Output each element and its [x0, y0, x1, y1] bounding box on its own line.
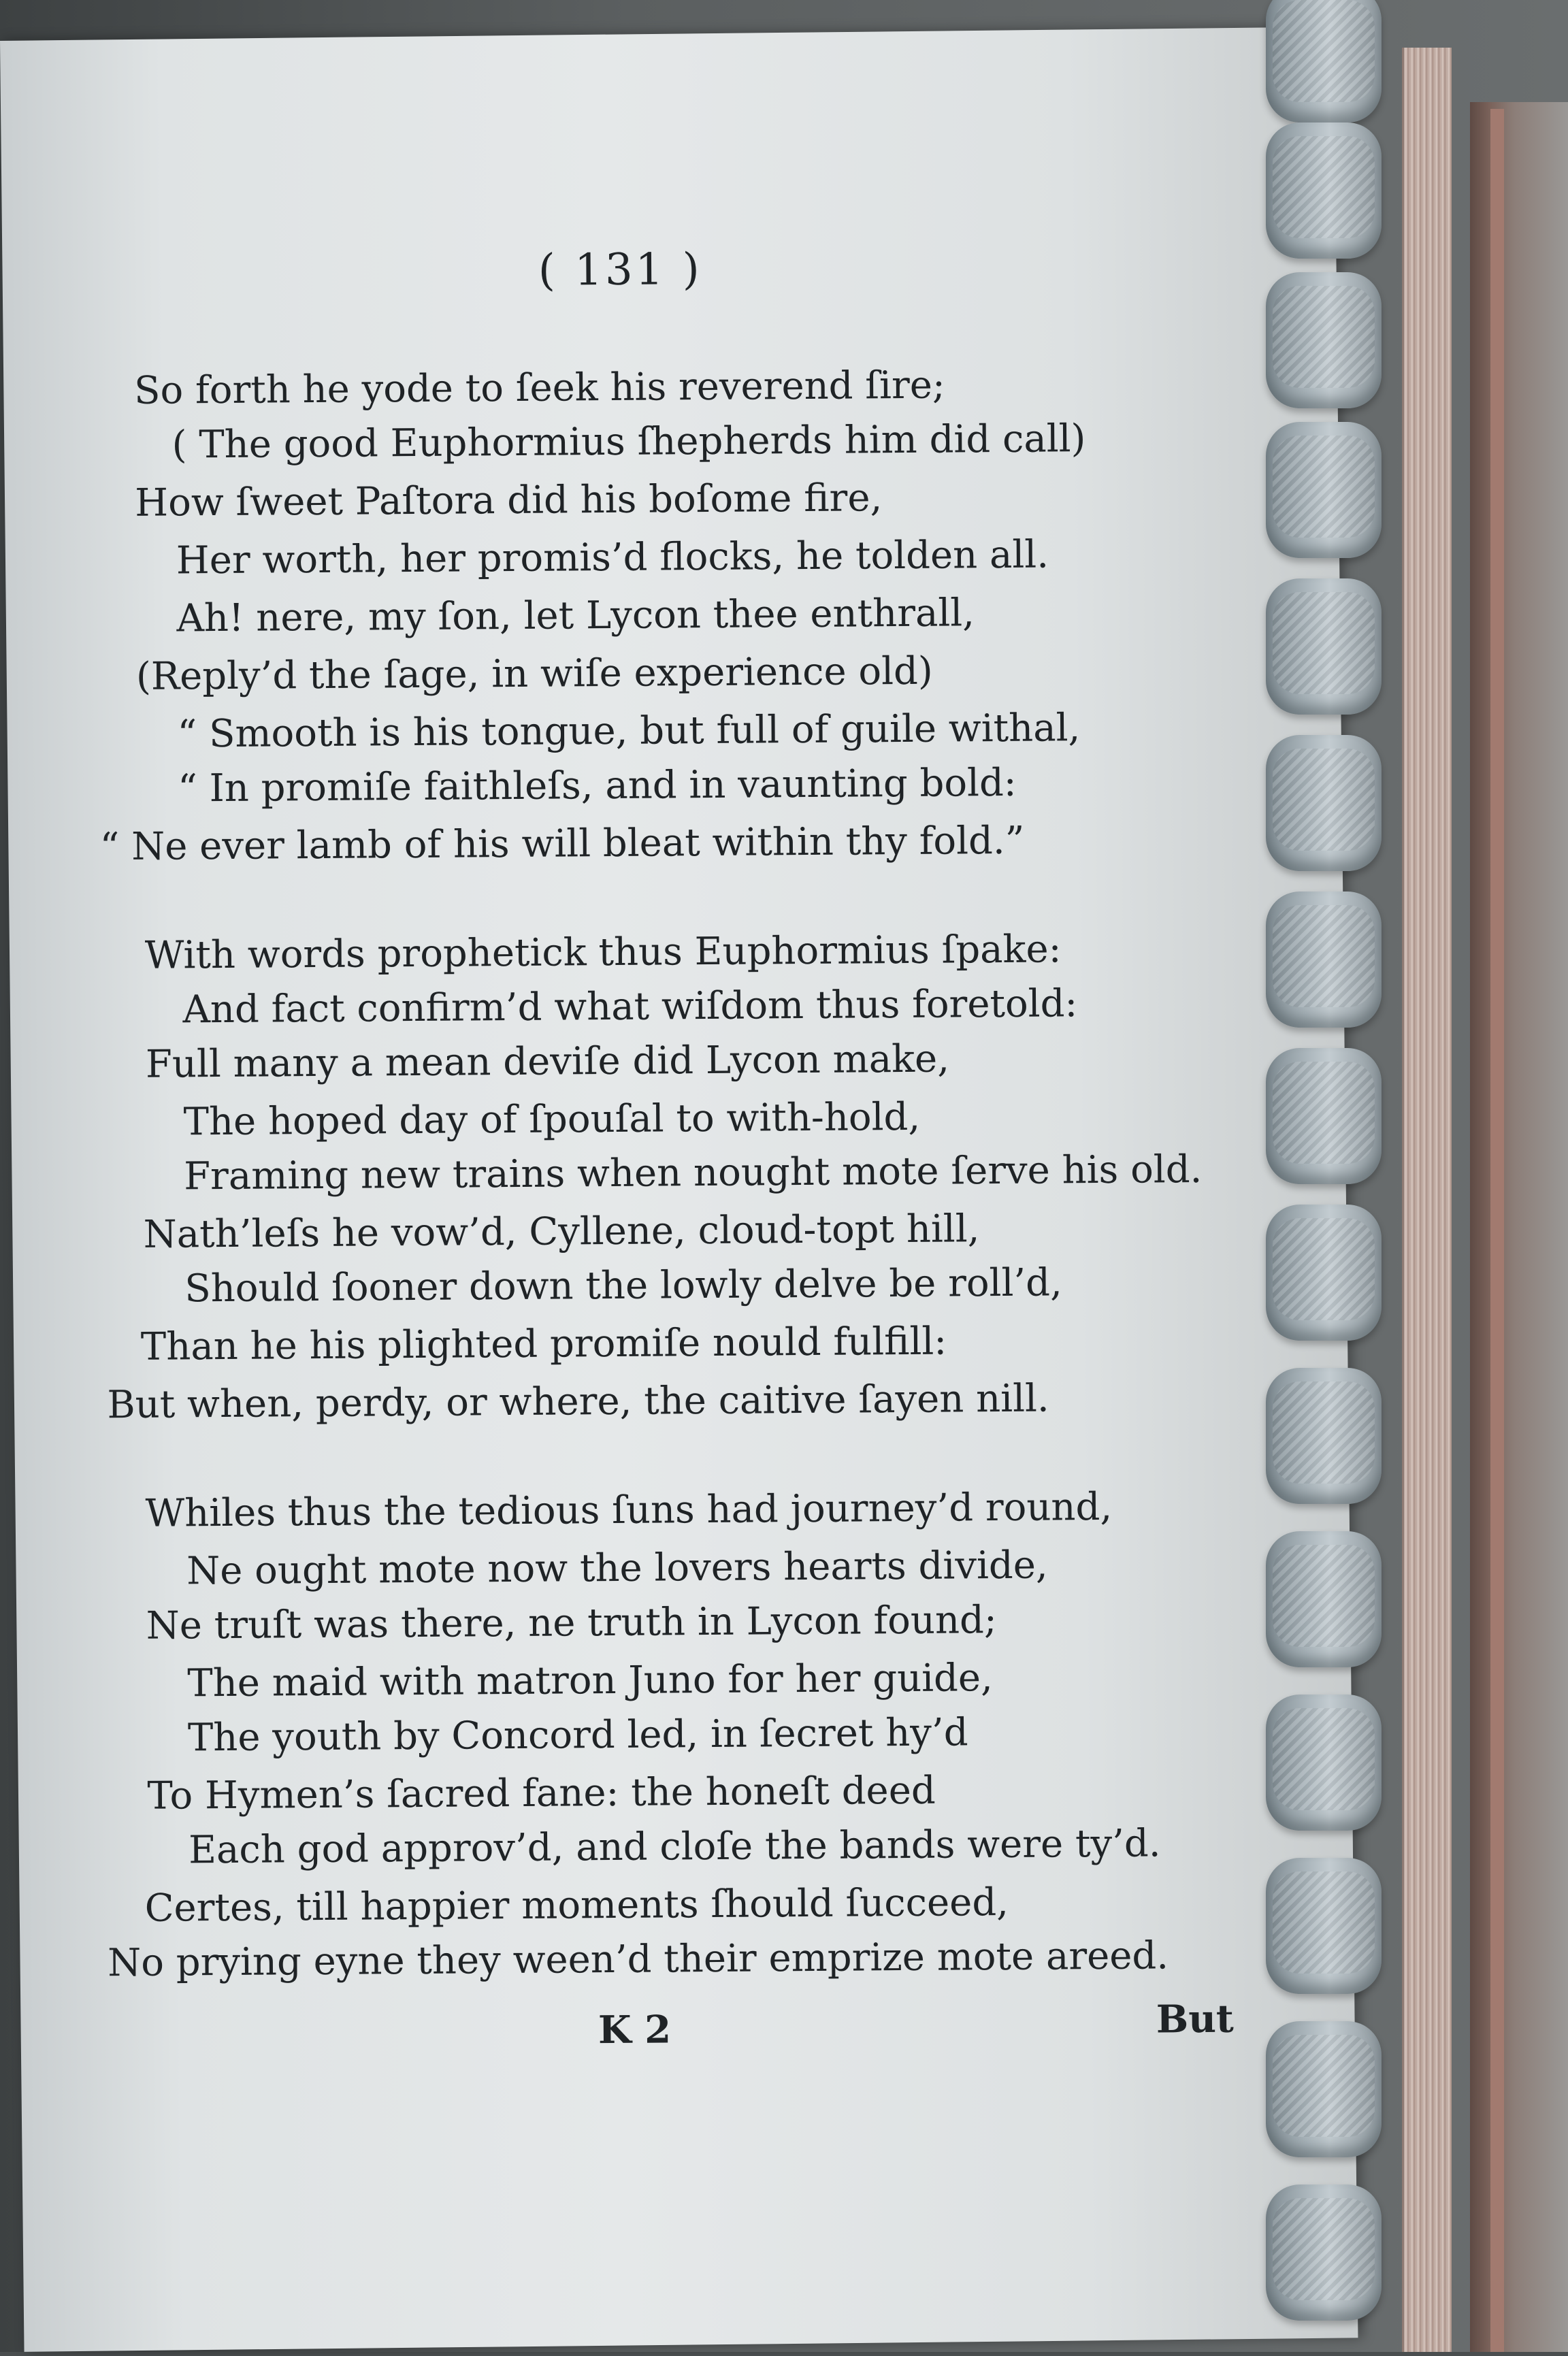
ribbon-segment	[1266, 891, 1382, 1028]
verse-line: How ſweet Paſtora did his boſome fire,	[135, 476, 883, 525]
ribbon-segment	[1266, 422, 1382, 558]
verse-line: So forth he yode to ſeek his reverend ſire;	[133, 363, 945, 413]
ribbon-segment	[1266, 272, 1382, 408]
verse-line: With words prophetick thus Euphormius ſpake:	[144, 927, 1062, 978]
ribbon-segment	[1266, 1858, 1382, 1994]
book-cover-inner	[1490, 109, 1504, 2352]
verse-line: The maid with matron Juno for her guide,	[187, 1656, 994, 1706]
verse-line: Each god approv’d, and cloſe the bands were ty’d.	[188, 1821, 1161, 1873]
ribbon-segment	[1266, 1205, 1382, 1341]
verse-line: “ Ne ever lamb of his will bleat within thy fold.”	[99, 818, 1025, 870]
signature-mark: K 2	[598, 2007, 672, 2053]
ribbon-segment	[1266, 1048, 1382, 1184]
book-cover-edge	[1470, 102, 1568, 2352]
page-number: ( 131 )	[538, 244, 702, 296]
verse-line: Ah! nere, my ſon, let Lycon thee enthrall,	[176, 591, 975, 641]
verse-line: No prying eyne they ween’d their emprize mote areed.	[108, 1933, 1169, 1986]
verse-line: Framing new trains when nought mote ſerve his old.	[183, 1147, 1203, 1199]
verse-line: Certes, till happier moments ſhould ſucceed,	[144, 1880, 1009, 1931]
verse-line: Whiles thus the tedious ſuns had journey’d round,	[145, 1484, 1113, 1536]
verse-line: ( The good Euphormius ſhepherds him did call)	[172, 416, 1086, 468]
verse-line: The youth by Concord led, in ſecret hy’d	[187, 1710, 968, 1761]
verse-line: To Hymen’s ſacred fane: the honeſt deed	[147, 1768, 936, 1818]
verse-line: Nath’leſs he vow’d, Cyllene, cloud-topt hill,	[143, 1207, 980, 1257]
ribbon-segment	[1266, 1695, 1382, 1831]
ribbon-segment	[1266, 0, 1382, 122]
ribbon-segment	[1266, 1368, 1382, 1504]
ribbon-segment	[1266, 122, 1382, 259]
verse-line: “ In promiſe faithleſs, and in vaunting bold:	[177, 760, 1017, 811]
verse-line: (Reply’d the ſage, in wiſe experience old)	[135, 649, 933, 699]
verse-line: The hoped day of ſpouſal to with-hold,	[183, 1094, 921, 1145]
ribbon-segment	[1266, 1531, 1382, 1667]
verse-line: Ne truſt was there, ne truth in Lycon found;	[146, 1598, 997, 1648]
verse-line: Than he his plighted promiſe nould fulfill:	[140, 1319, 947, 1369]
verse-line: Should ſooner down the lowly delve be roll’d,	[184, 1260, 1063, 1311]
page-edges	[1402, 48, 1452, 2352]
verse-line: Ne ought mote now the lovers hearts divide,	[186, 1543, 1048, 1594]
verse-line: Her worth, her promis’d flocks, he tolden all.	[176, 532, 1049, 583]
catchword: But	[1156, 1996, 1235, 2042]
verse-line: And fact confirm’d what wiſdom thus foretold:	[182, 981, 1078, 1032]
ribbon-segment	[1266, 578, 1382, 715]
verse-line: Full many a mean deviſe did Lycon make,	[145, 1036, 950, 1087]
verse-line: But when, perdy, or where, the caitive ſayen nill.	[107, 1376, 1049, 1428]
bookmark-ribbon	[1245, 0, 1409, 2352]
ribbon-segment	[1266, 2185, 1382, 2321]
ribbon-segment	[1266, 735, 1382, 871]
ribbon-segment	[1266, 2021, 1382, 2157]
verse-line: “ Smooth is his tongue, but full of guile withal,	[177, 706, 1081, 757]
